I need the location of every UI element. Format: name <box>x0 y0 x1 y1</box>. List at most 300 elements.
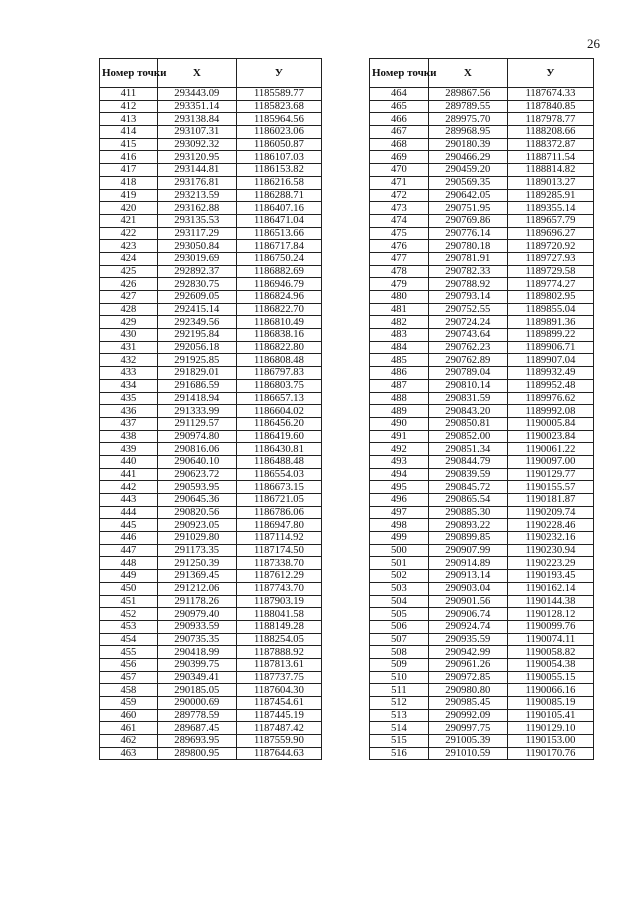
point-number-cell: 504 <box>370 595 429 608</box>
x-coordinate-cell: 290906.74 <box>428 608 507 621</box>
table-row <box>100 392 322 405</box>
x-coordinate-cell: 291178.26 <box>157 595 236 608</box>
y-coordinate-cell: 1189952.48 <box>507 379 593 392</box>
y-coordinate-cell: 1190099.76 <box>507 620 593 633</box>
table-row <box>370 176 594 189</box>
table-row <box>100 291 322 304</box>
y-coordinate-cell: 1189855.04 <box>507 303 593 316</box>
table-row <box>370 557 594 570</box>
x-coordinate-cell: 293351.14 <box>157 100 236 113</box>
y-coordinate-cell: 1189013.27 <box>507 176 593 189</box>
table-row <box>100 278 322 291</box>
point-number-cell: 467 <box>370 126 429 139</box>
table-row <box>370 532 594 545</box>
table-row <box>370 303 594 316</box>
x-coordinate-cell: 290000.69 <box>157 697 236 710</box>
x-coordinate-cell: 290935.59 <box>428 633 507 646</box>
x-coordinate-cell: 290865.54 <box>428 494 507 507</box>
y-coordinate-cell: 1190129.10 <box>507 722 593 735</box>
table-row <box>100 202 322 215</box>
table-row <box>370 595 594 608</box>
table-row <box>100 417 322 430</box>
x-coordinate-cell: 289687.45 <box>157 722 236 735</box>
table-row <box>370 544 594 557</box>
y-coordinate-cell: 1186824.96 <box>236 291 321 304</box>
y-coordinate-cell: 1187978.77 <box>507 113 593 126</box>
x-coordinate-cell: 290816.06 <box>157 443 236 456</box>
y-coordinate-cell: 1190058.82 <box>507 646 593 659</box>
y-coordinate-cell: 1190129.77 <box>507 468 593 481</box>
x-coordinate-cell: 290810.14 <box>428 379 507 392</box>
y-coordinate-cell: 1186808.48 <box>236 354 321 367</box>
point-number-cell: 463 <box>100 747 158 760</box>
table-row <box>100 646 322 659</box>
y-coordinate-cell: 1186456.20 <box>236 417 321 430</box>
table-row <box>370 278 594 291</box>
point-number-cell: 462 <box>100 735 158 748</box>
point-number-cell: 474 <box>370 214 429 227</box>
table-row <box>370 430 594 443</box>
x-coordinate-cell: 292349.56 <box>157 316 236 329</box>
point-number-cell: 512 <box>370 697 429 710</box>
y-coordinate-cell: 1186822.70 <box>236 303 321 316</box>
y-coordinate-cell: 1186023.06 <box>236 126 321 139</box>
point-number-cell: 413 <box>100 113 158 126</box>
point-number-cell: 475 <box>370 227 429 240</box>
point-number-cell: 483 <box>370 329 429 342</box>
y-coordinate-cell: 1187644.63 <box>236 747 321 760</box>
x-coordinate-cell: 291829.01 <box>157 367 236 380</box>
table-row <box>100 214 322 227</box>
point-number-cell: 461 <box>100 722 158 735</box>
x-coordinate-cell: 291333.99 <box>157 405 236 418</box>
header-y: У <box>236 59 321 88</box>
x-coordinate-cell: 290851.34 <box>428 443 507 456</box>
x-coordinate-cell: 290893.22 <box>428 519 507 532</box>
x-coordinate-cell: 290789.04 <box>428 367 507 380</box>
x-coordinate-cell: 290724.24 <box>428 316 507 329</box>
x-coordinate-cell: 290776.14 <box>428 227 507 240</box>
table-row <box>370 709 594 722</box>
table-row <box>370 316 594 329</box>
point-number-cell: 469 <box>370 151 429 164</box>
point-number-cell: 447 <box>100 544 158 557</box>
y-coordinate-cell: 1186673.15 <box>236 481 321 494</box>
table-row <box>100 709 322 722</box>
y-coordinate-cell: 1190061.22 <box>507 443 593 456</box>
table-row <box>370 100 594 113</box>
x-coordinate-cell: 290923.05 <box>157 519 236 532</box>
x-coordinate-cell: 290831.59 <box>428 392 507 405</box>
x-coordinate-cell: 290735.35 <box>157 633 236 646</box>
x-coordinate-cell: 292415.14 <box>157 303 236 316</box>
y-coordinate-cell: 1186810.49 <box>236 316 321 329</box>
x-coordinate-cell: 290924.74 <box>428 620 507 633</box>
y-coordinate-cell: 1186407.16 <box>236 202 321 215</box>
point-number-cell: 468 <box>370 138 429 151</box>
x-coordinate-cell: 290901.56 <box>428 595 507 608</box>
table-row <box>370 88 594 101</box>
y-coordinate-cell: 1190074.11 <box>507 633 593 646</box>
table-row <box>100 658 322 671</box>
x-coordinate-cell: 290762.89 <box>428 354 507 367</box>
table-row <box>100 252 322 265</box>
point-number-cell: 490 <box>370 417 429 430</box>
x-coordinate-cell: 290399.75 <box>157 658 236 671</box>
point-number-cell: 421 <box>100 214 158 227</box>
x-coordinate-cell: 290781.91 <box>428 252 507 265</box>
table-row <box>370 329 594 342</box>
table-row <box>370 151 594 164</box>
table-row <box>100 405 322 418</box>
point-number-cell: 470 <box>370 164 429 177</box>
table-row <box>100 570 322 583</box>
x-coordinate-cell: 291029.80 <box>157 532 236 545</box>
y-coordinate-cell: 1187174.50 <box>236 544 321 557</box>
point-number-cell: 430 <box>100 329 158 342</box>
table-row <box>370 722 594 735</box>
x-coordinate-cell: 290645.36 <box>157 494 236 507</box>
y-coordinate-cell: 1186050.87 <box>236 138 321 151</box>
table-row <box>100 126 322 139</box>
y-coordinate-cell: 1186786.06 <box>236 506 321 519</box>
x-coordinate-cell: 292056.18 <box>157 341 236 354</box>
point-number-cell: 458 <box>100 684 158 697</box>
y-coordinate-cell: 1190144.38 <box>507 595 593 608</box>
y-coordinate-cell: 1186604.02 <box>236 405 321 418</box>
x-coordinate-cell: 290623.72 <box>157 468 236 481</box>
x-coordinate-cell: 290914.89 <box>428 557 507 570</box>
x-coordinate-cell: 290903.04 <box>428 582 507 595</box>
x-coordinate-cell: 290997.75 <box>428 722 507 735</box>
table-row <box>100 697 322 710</box>
x-coordinate-cell: 291250.39 <box>157 557 236 570</box>
x-coordinate-cell: 291418.94 <box>157 392 236 405</box>
table-row <box>370 202 594 215</box>
x-coordinate-cell: 290942.99 <box>428 646 507 659</box>
x-coordinate-cell: 290933.59 <box>157 620 236 633</box>
y-coordinate-cell: 1190097.00 <box>507 455 593 468</box>
x-coordinate-cell: 290593.95 <box>157 481 236 494</box>
point-number-cell: 452 <box>100 608 158 621</box>
point-number-cell: 485 <box>370 354 429 367</box>
table-row <box>370 291 594 304</box>
table-row <box>100 88 322 101</box>
point-number-cell: 509 <box>370 658 429 671</box>
x-coordinate-cell: 289789.55 <box>428 100 507 113</box>
point-number-cell: 450 <box>100 582 158 595</box>
x-coordinate-cell: 290349.41 <box>157 671 236 684</box>
table-row <box>370 417 594 430</box>
point-number-cell: 415 <box>100 138 158 151</box>
point-number-cell: 478 <box>370 265 429 278</box>
table-row <box>370 608 594 621</box>
x-coordinate-cell: 289800.95 <box>157 747 236 760</box>
y-coordinate-cell: 1190155.57 <box>507 481 593 494</box>
x-coordinate-cell: 290569.35 <box>428 176 507 189</box>
y-coordinate-cell: 1189906.71 <box>507 341 593 354</box>
point-number-cell: 496 <box>370 494 429 507</box>
point-number-cell: 423 <box>100 240 158 253</box>
point-number-cell: 438 <box>100 430 158 443</box>
point-number-cell: 412 <box>100 100 158 113</box>
y-coordinate-cell: 1187903.19 <box>236 595 321 608</box>
x-coordinate-cell: 291925.85 <box>157 354 236 367</box>
table-row <box>370 214 594 227</box>
x-coordinate-cell: 289867.56 <box>428 88 507 101</box>
x-coordinate-cell: 290418.99 <box>157 646 236 659</box>
point-number-cell: 476 <box>370 240 429 253</box>
y-coordinate-cell: 1190230.94 <box>507 544 593 557</box>
point-number-cell: 473 <box>370 202 429 215</box>
table-row <box>100 544 322 557</box>
x-coordinate-cell: 291010.59 <box>428 747 507 760</box>
point-number-cell: 516 <box>370 747 429 760</box>
x-coordinate-cell: 292892.37 <box>157 265 236 278</box>
table-row <box>100 494 322 507</box>
table-header-row <box>100 59 322 88</box>
y-coordinate-cell: 1186513.66 <box>236 227 321 240</box>
table-row <box>370 354 594 367</box>
point-number-cell: 435 <box>100 392 158 405</box>
point-number-cell: 466 <box>370 113 429 126</box>
point-number-cell: 514 <box>370 722 429 735</box>
point-number-cell: 426 <box>100 278 158 291</box>
table-row <box>100 316 322 329</box>
y-coordinate-cell: 1190232.16 <box>507 532 593 545</box>
x-coordinate-cell: 290843.20 <box>428 405 507 418</box>
y-coordinate-cell: 1189802.95 <box>507 291 593 304</box>
y-coordinate-cell: 1188041.58 <box>236 608 321 621</box>
header-point-number: Номер точки <box>370 59 429 88</box>
point-number-cell: 414 <box>100 126 158 139</box>
x-coordinate-cell: 290992.09 <box>428 709 507 722</box>
point-number-cell: 488 <box>370 392 429 405</box>
y-coordinate-cell: 1190005.84 <box>507 417 593 430</box>
point-number-cell: 508 <box>370 646 429 659</box>
y-coordinate-cell: 1186288.71 <box>236 189 321 202</box>
y-coordinate-cell: 1187813.61 <box>236 658 321 671</box>
x-coordinate-cell: 290913.14 <box>428 570 507 583</box>
point-number-cell: 459 <box>100 697 158 710</box>
x-coordinate-cell: 293019.69 <box>157 252 236 265</box>
table-row <box>370 367 594 380</box>
point-number-cell: 445 <box>100 519 158 532</box>
y-coordinate-cell: 1190193.45 <box>507 570 593 583</box>
x-coordinate-cell: 290640.10 <box>157 455 236 468</box>
x-coordinate-cell: 289778.59 <box>157 709 236 722</box>
table-row <box>370 443 594 456</box>
point-number-cell: 487 <box>370 379 429 392</box>
y-coordinate-cell: 1188208.66 <box>507 126 593 139</box>
point-number-cell: 465 <box>370 100 429 113</box>
table-row <box>370 494 594 507</box>
x-coordinate-cell: 290899.85 <box>428 532 507 545</box>
y-coordinate-cell: 1190066.16 <box>507 684 593 697</box>
table-row <box>100 138 322 151</box>
y-coordinate-cell: 1189932.49 <box>507 367 593 380</box>
point-number-cell: 449 <box>100 570 158 583</box>
table-row <box>370 747 594 760</box>
table-row <box>370 658 594 671</box>
y-coordinate-cell: 1189774.27 <box>507 278 593 291</box>
header-x: X <box>157 59 236 88</box>
y-coordinate-cell: 1187454.61 <box>236 697 321 710</box>
point-number-cell: 505 <box>370 608 429 621</box>
y-coordinate-cell: 1186107.03 <box>236 151 321 164</box>
table-row <box>370 633 594 646</box>
table-row <box>370 189 594 202</box>
point-number-cell: 431 <box>100 341 158 354</box>
y-coordinate-cell: 1187840.85 <box>507 100 593 113</box>
table-row <box>100 595 322 608</box>
point-number-cell: 477 <box>370 252 429 265</box>
table-row <box>100 519 322 532</box>
table-row <box>100 329 322 342</box>
x-coordinate-cell: 291686.59 <box>157 379 236 392</box>
table-row <box>370 468 594 481</box>
point-number-cell: 448 <box>100 557 158 570</box>
x-coordinate-cell: 290850.81 <box>428 417 507 430</box>
point-number-cell: 471 <box>370 176 429 189</box>
point-number-cell: 444 <box>100 506 158 519</box>
coordinates-table-left <box>99 58 322 760</box>
table-row <box>100 443 322 456</box>
x-coordinate-cell: 289968.95 <box>428 126 507 139</box>
y-coordinate-cell: 1187888.92 <box>236 646 321 659</box>
y-coordinate-cell: 1190181.87 <box>507 494 593 507</box>
table-row <box>370 265 594 278</box>
table-row <box>370 113 594 126</box>
point-number-cell: 434 <box>100 379 158 392</box>
table-row <box>100 633 322 646</box>
y-coordinate-cell: 1187743.70 <box>236 582 321 595</box>
y-coordinate-cell: 1186488.48 <box>236 455 321 468</box>
y-coordinate-cell: 1186216.58 <box>236 176 321 189</box>
point-number-cell: 419 <box>100 189 158 202</box>
x-coordinate-cell: 291173.35 <box>157 544 236 557</box>
point-number-cell: 454 <box>100 633 158 646</box>
point-number-cell: 486 <box>370 367 429 380</box>
table-row <box>100 747 322 760</box>
y-coordinate-cell: 1189355.14 <box>507 202 593 215</box>
x-coordinate-cell: 290972.85 <box>428 671 507 684</box>
table-row <box>370 138 594 151</box>
table-row <box>100 557 322 570</box>
x-coordinate-cell: 290751.95 <box>428 202 507 215</box>
x-coordinate-cell: 293092.32 <box>157 138 236 151</box>
table-row <box>100 455 322 468</box>
x-coordinate-cell: 293443.09 <box>157 88 236 101</box>
x-coordinate-cell: 290788.92 <box>428 278 507 291</box>
point-number-cell: 460 <box>100 709 158 722</box>
point-number-cell: 501 <box>370 557 429 570</box>
x-coordinate-cell: 290180.39 <box>428 138 507 151</box>
point-number-cell: 453 <box>100 620 158 633</box>
y-coordinate-cell: 1189992.08 <box>507 405 593 418</box>
header-y: У <box>507 59 593 88</box>
point-number-cell: 510 <box>370 671 429 684</box>
x-coordinate-cell: 290762.23 <box>428 341 507 354</box>
point-number-cell: 443 <box>100 494 158 507</box>
y-coordinate-cell: 1186721.05 <box>236 494 321 507</box>
y-coordinate-cell: 1189899.22 <box>507 329 593 342</box>
table-row <box>100 303 322 316</box>
point-number-cell: 507 <box>370 633 429 646</box>
x-coordinate-cell: 290185.05 <box>157 684 236 697</box>
point-number-cell: 495 <box>370 481 429 494</box>
table-row <box>100 722 322 735</box>
x-coordinate-cell: 290820.56 <box>157 506 236 519</box>
x-coordinate-cell: 290844.79 <box>428 455 507 468</box>
table-row <box>370 341 594 354</box>
table-row <box>370 620 594 633</box>
y-coordinate-cell: 1190162.14 <box>507 582 593 595</box>
y-coordinate-cell: 1189907.04 <box>507 354 593 367</box>
point-number-cell: 464 <box>370 88 429 101</box>
y-coordinate-cell: 1186750.24 <box>236 252 321 265</box>
x-coordinate-cell: 293144.81 <box>157 164 236 177</box>
point-number-cell: 497 <box>370 506 429 519</box>
y-coordinate-cell: 1187559.90 <box>236 735 321 748</box>
x-coordinate-cell: 291129.57 <box>157 417 236 430</box>
x-coordinate-cell: 293213.59 <box>157 189 236 202</box>
y-coordinate-cell: 1190153.00 <box>507 735 593 748</box>
x-coordinate-cell: 290985.45 <box>428 697 507 710</box>
table-row <box>100 684 322 697</box>
point-number-cell: 500 <box>370 544 429 557</box>
point-number-cell: 455 <box>100 646 158 659</box>
page-number: 26 <box>587 36 600 51</box>
point-number-cell: 436 <box>100 405 158 418</box>
y-coordinate-cell: 1189696.27 <box>507 227 593 240</box>
y-coordinate-cell: 1190055.15 <box>507 671 593 684</box>
y-coordinate-cell: 1190105.41 <box>507 709 593 722</box>
table-row <box>370 405 594 418</box>
y-coordinate-cell: 1189976.62 <box>507 392 593 405</box>
table-row <box>100 265 322 278</box>
y-coordinate-cell: 1187114.92 <box>236 532 321 545</box>
x-coordinate-cell: 290974.80 <box>157 430 236 443</box>
point-number-cell: 417 <box>100 164 158 177</box>
table-row <box>370 455 594 468</box>
x-coordinate-cell: 291005.39 <box>428 735 507 748</box>
table-row <box>100 620 322 633</box>
point-number-cell: 480 <box>370 291 429 304</box>
point-number-cell: 489 <box>370 405 429 418</box>
point-number-cell: 502 <box>370 570 429 583</box>
x-coordinate-cell: 290793.14 <box>428 291 507 304</box>
y-coordinate-cell: 1186430.81 <box>236 443 321 456</box>
point-number-cell: 451 <box>100 595 158 608</box>
x-coordinate-cell: 290752.55 <box>428 303 507 316</box>
y-coordinate-cell: 1186947.80 <box>236 519 321 532</box>
table-row <box>370 671 594 684</box>
table-row <box>100 735 322 748</box>
y-coordinate-cell: 1189720.92 <box>507 240 593 253</box>
point-number-cell: 456 <box>100 658 158 671</box>
point-number-cell: 492 <box>370 443 429 456</box>
y-coordinate-cell: 1188711.54 <box>507 151 593 164</box>
x-coordinate-cell: 293162.88 <box>157 202 236 215</box>
table-row <box>370 392 594 405</box>
x-coordinate-cell: 290839.59 <box>428 468 507 481</box>
point-number-cell: 515 <box>370 735 429 748</box>
x-coordinate-cell: 290466.29 <box>428 151 507 164</box>
y-coordinate-cell: 1186419.60 <box>236 430 321 443</box>
x-coordinate-cell: 290961.26 <box>428 658 507 671</box>
x-coordinate-cell: 290459.20 <box>428 164 507 177</box>
